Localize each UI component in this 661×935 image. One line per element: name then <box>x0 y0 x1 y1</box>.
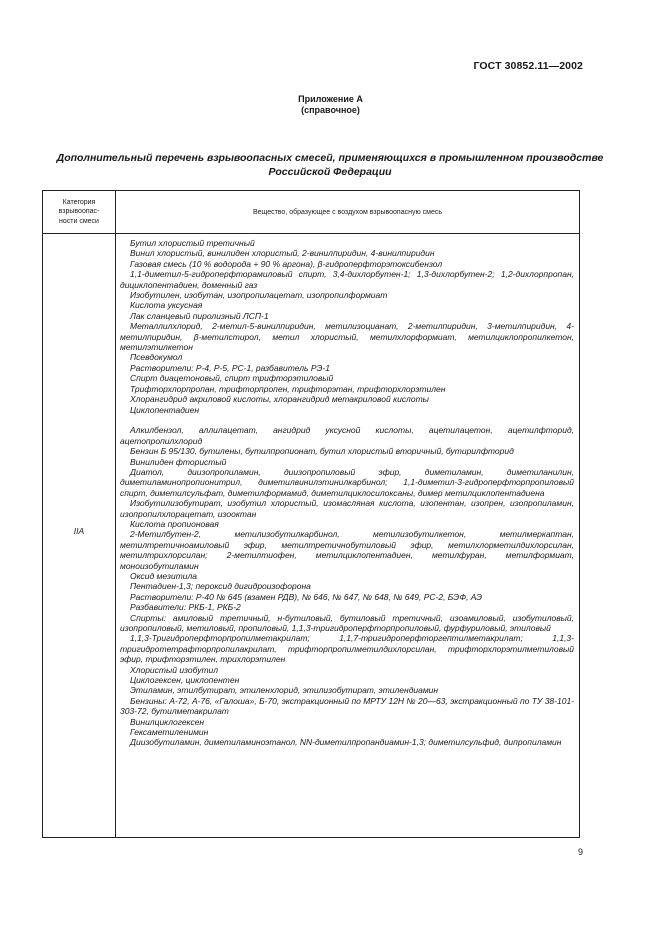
section-title: Дополнительный перечень взрывоопасных смесей, применяющихся в промышленном производстве Российской Федерации <box>56 152 604 178</box>
substance-entry: Циклогексен, циклопентен <box>130 675 240 686</box>
substance-entry: Оксид мезитила <box>130 570 198 581</box>
substance-entry: Трифторхлорпропан, трифторпропен, трифторэтан, трифторхлорэтилен <box>130 383 446 394</box>
substance-entry: Изобутилен, изобутан, изопропилацетат, изопропилформиат <box>130 290 388 301</box>
substance-entry: Винил хлористый, винилиден хлористый, 2-винилпиридин, 4-винилпиридин <box>130 248 435 259</box>
substance-entry: Пентадиен-1,3; пероксид дигидроизофорона <box>130 581 311 592</box>
substance-entry: 1,1,3-Тригидроперфторпропилметакрилат; 1,1,7-тригидроперфторгептилметакрилат; 1,1,3-тригидротетрафторпропилакрилат, трифторпропилметилдихлорсилан, трифторхлорэтилметиловый эфир, трифторэтилен, трихлорэтилен <box>120 633 574 665</box>
substance-entry: 1,1-диметил-5-гидроперфторамиловый спирт, 3,4-дихлорбутен-1; 1,3-дихлорбутен-2; 1,2-дихлорпропан, дициклопентадиен, доменный газ <box>120 269 574 290</box>
substance-entry: Растворители: Р-40 № 645 (взамен РДВ), № 646, № 647, № 648, № 649, РС-2, БЭФ, АЭ <box>130 591 482 602</box>
substance-entry: Винилциклогексен <box>130 716 205 727</box>
appendix-title: Приложение А <box>298 94 363 104</box>
substance-entry: Псевдокумол <box>130 352 183 363</box>
substance-entry: Лак сланцевый пиролизный ЛСП-1 <box>130 310 269 321</box>
substance-entry: Спирт диацетоновый, спирт трифторэтиловый <box>130 373 334 384</box>
document-code: ГОСТ 30852.11—2002 <box>473 60 583 72</box>
substance-entry: Кислота пропионовая <box>130 518 219 529</box>
category-cell: IIA <box>73 526 85 536</box>
substance-entry: Гексаметиленимин <box>130 727 209 738</box>
substance-entry: Хлорангидрид акриловой кислоты, хлорангидрид метакриловой кислоты <box>130 394 429 405</box>
substance-entry: Бензины: А-72, А-76, «Галоша», Б-70, экстракционный по МРТУ 12Н № 20—63, экстракционный по ТУ 38-101-303-72, бутилметакрилат <box>120 695 574 717</box>
column-divider <box>115 233 116 837</box>
mixtures-table <box>42 190 580 838</box>
substance-entry: Винилиден фтористый <box>130 456 227 467</box>
appendix-heading <box>0 94 661 116</box>
substance-entry: Растворители: Р-4, Р-5, РС-1, разбавитель РЭ-1 <box>130 362 330 373</box>
substance-list <box>120 238 574 748</box>
page-number: 9 <box>577 847 583 857</box>
substance-entry: Спирты: амиловый третичный, н-бутиловый, бутиловый третичный, изоамиловый, изобутиловый, изопропиловый, метиловый, пропиловый, 1,1,3-тригидроперфторпропиловый, фурфуриловый, этиловый <box>120 612 574 634</box>
substance-entry: Алкилбензол, аллилацетат, ангидрид уксусной кислоты, ацетилацетон, ацетилфторид, ацетопропилхлорид <box>120 425 574 446</box>
substance-entry: Кислота уксусная <box>130 300 203 311</box>
substance-entry: Хлористый изобутил <box>130 664 219 675</box>
substance-entry: Изобутилизобутират, изобутил хлористый, изомасляная кислота, изопентан, изопрен, изопропиламин, изопропилхлорацетат, изооктан <box>120 498 574 519</box>
substance-entry: Этиламин, этилбутират, этиленхлорид, этилизобутират, этилендиамин <box>130 685 439 696</box>
appendix-subtitle: (справочное) <box>301 105 360 115</box>
substance-entry: Циклопентадиен <box>130 404 200 415</box>
substance-entry: Металлилхлорид, 2-метил-5-винилпиридин, метилизоцианат, 2-метилпиридин, 3-метилпиридин, 4-метилпиридин, β-метилстирол, метил хлористый, метилхлорформиат, метилциклопропилкетон, метилэтилкетон <box>120 321 574 353</box>
substance-entry: Бутил хлористый третичный <box>130 238 255 248</box>
substance-entry: Диизобутиламин, диметиламиноэтанол, NN-диметилпропандиамин-1,3; диметилсульфид, дипропиламин <box>130 737 562 748</box>
substance-entry: Газовая смесь (10 % водорода + 90 % аргона), β-гидроперфторэтоксибензол <box>130 258 443 269</box>
header-category: Категория взрывоопас- ности смеси <box>43 191 116 233</box>
substance-entry: Диатол, диизопропиламин, диизопропиловый эфир, диметиламин, диметиланилин, диметиламинопропионитрил, диметилвинилэтинилкарбинол; 1,1-диметил-3-гидроперфторпропиловый спирт, диметилсульфат, диметилформамид, диметилциклосилоксаны, димер метилциклопентадиена <box>120 466 574 498</box>
header-substance: Вещество, образующее с воздухом взрывоопасную смесь <box>252 208 443 216</box>
substance-entry: 2-Метилбутен-2, метилизобутилкарбинол, метилизобутилкетон, метилмеркаптан, метилтретичноамиловый эфир, метилтретичнобутиловый эфир, метилхлорметилдихлорсилан, метилтрихлорсилан; 2-метилтиофен, метилциклопентадиен, метилфуран, метилформиат, моноизобутиламин <box>120 529 574 571</box>
substance-entry: Бензин Б 95/130, бутилены, бутилпропионат, бутил хлористый вторичный, бутирилфторид <box>130 446 514 457</box>
substance-entry: Разбавители: РКБ-1, РКБ-2 <box>130 602 241 613</box>
table-header <box>43 191 579 234</box>
